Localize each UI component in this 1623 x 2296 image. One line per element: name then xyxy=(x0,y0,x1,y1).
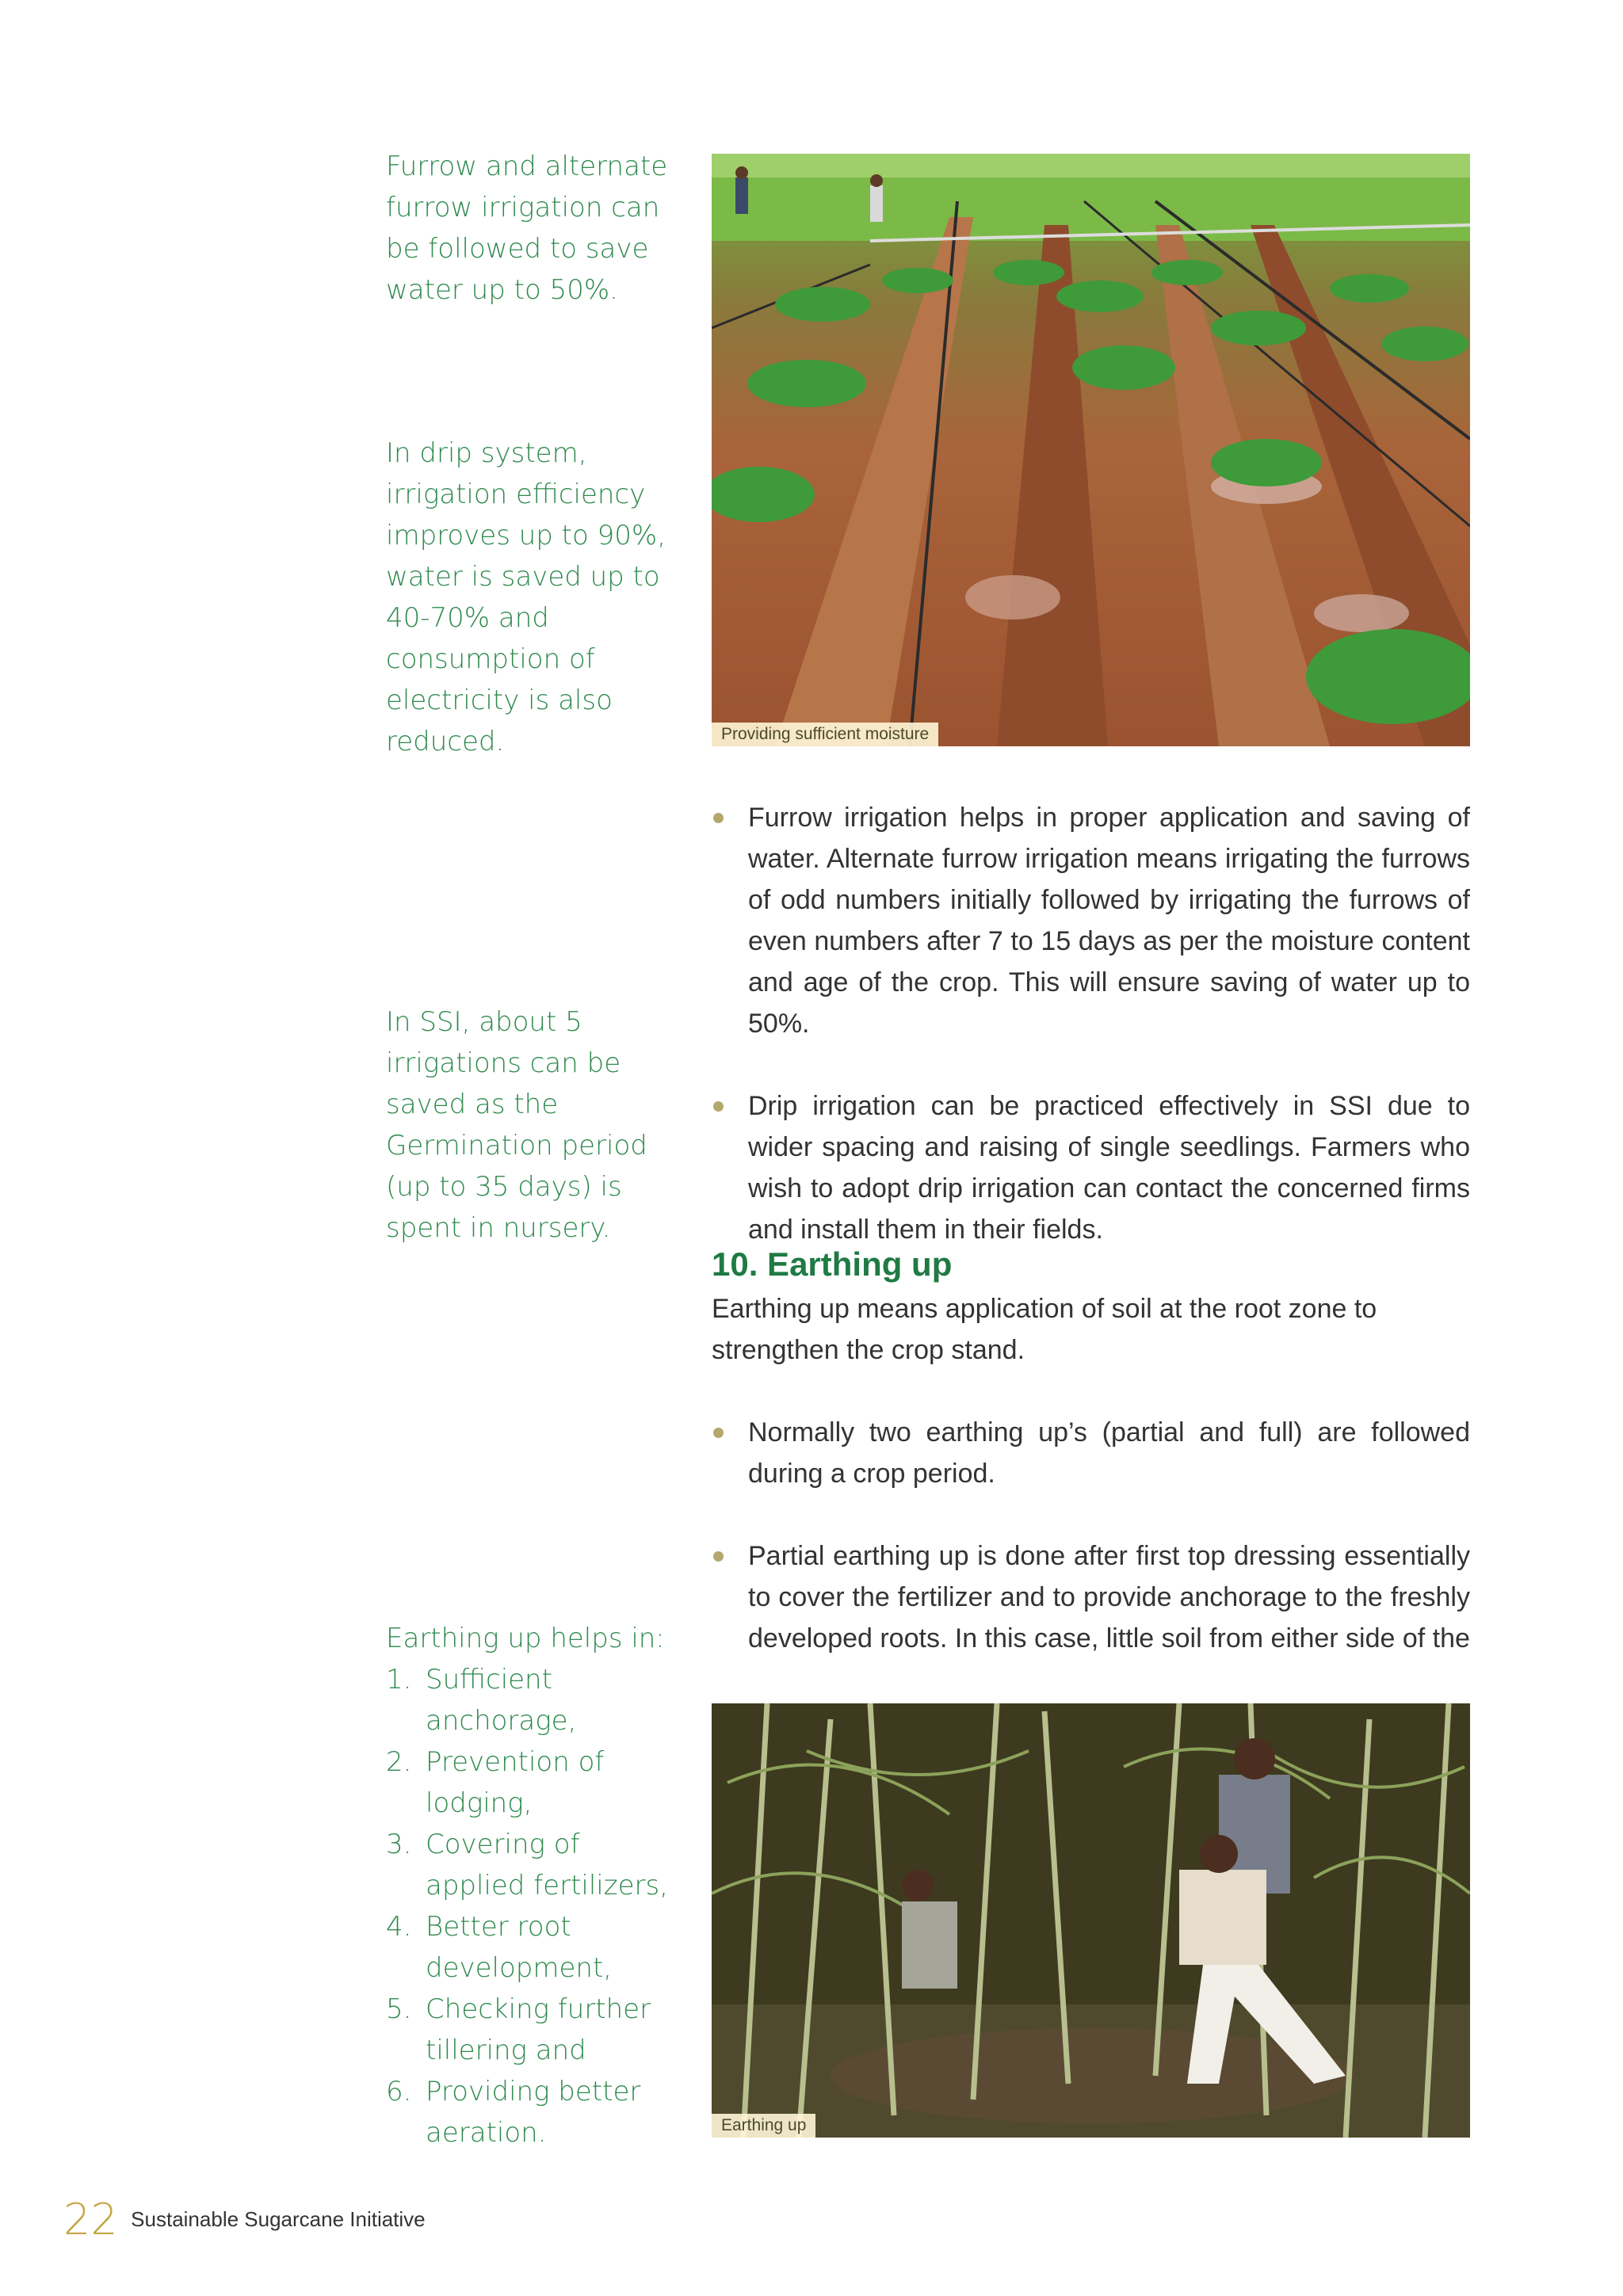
note-furrow-text: Furrow and alternate furrow irrigation can be followed to save water up to 50%. xyxy=(386,151,668,306)
photo-caption: Providing sufficient moisture xyxy=(712,723,938,746)
photo-caption: Earthing up xyxy=(712,2114,815,2138)
item-text: Covering of applied fertilizers, xyxy=(426,1829,668,1901)
sidebar-earthing-helps xyxy=(386,1618,679,2153)
list-item xyxy=(386,2071,679,2153)
sidebar-note-furrow xyxy=(386,146,679,311)
list-item xyxy=(386,1824,679,1906)
bullet-text: Furrow irrigation helps in proper application and saving of water. Alternate furrow irrigation means irrigating the furrows of odd numbers initially followed by irrigating the furrows of even numbers after 7 to 15 days as per the moisture content and age of the crop. This will ensure saving of water up to 50%. xyxy=(748,803,1470,1039)
list-item xyxy=(712,1535,1470,1659)
list-item xyxy=(712,1085,1470,1250)
item-number: 3. xyxy=(386,1829,412,1860)
list-item xyxy=(386,1989,679,2071)
bullet-icon xyxy=(713,1101,724,1112)
section-intro: Earthing up means application of soil at the root zone to strengthen the crop stand. xyxy=(712,1294,1377,1365)
list-item xyxy=(712,797,1470,1044)
item-number: 1. xyxy=(386,1664,412,1695)
item-number: 6. xyxy=(386,2076,412,2107)
note-ssi-text: In SSI, about 5 irrigations can be saved as the Germination period (up to 35 days) is spent in nursery. xyxy=(386,1006,647,1244)
list-item xyxy=(712,1412,1470,1494)
main-bullets-top xyxy=(712,797,1470,1291)
list-item xyxy=(386,1741,679,1824)
item-text: Sufficient anchorage, xyxy=(426,1664,577,1737)
irrigation-field-illustration xyxy=(712,154,1470,746)
section-body xyxy=(712,1288,1470,1659)
bullet-icon xyxy=(713,813,724,823)
earthing-up-illustration xyxy=(712,1703,1470,2138)
item-text: Prevention of lodging, xyxy=(426,1746,605,1819)
bullet-icon xyxy=(713,1428,724,1438)
item-number: 4. xyxy=(386,1911,412,1943)
earthing-helps-list xyxy=(386,1659,679,2153)
earthing-helps-title: Earthing up helps in: xyxy=(386,1623,665,1654)
item-text: Checking further tillering and xyxy=(426,1993,651,2066)
item-text: Better root development, xyxy=(426,1911,613,1984)
item-text: Providing better aeration. xyxy=(426,2076,641,2149)
bullet-icon xyxy=(713,1551,724,1562)
sidebar-note-ssi xyxy=(386,1001,679,1249)
list-item xyxy=(386,1906,679,1989)
note-drip-text: In drip system, irrigation efficiency improves up to 90%, water is saved up to 40-70% and consumption of electricity is also reduced. xyxy=(386,437,666,757)
bullet-text: Drip irrigation can be practiced effectively in SSI due to wider spacing and raising of single seedlings. Farmers who wish to adopt drip irrigation can contact the concerned firms and install them in their fields. xyxy=(748,1091,1470,1245)
item-number: 5. xyxy=(386,1993,412,2025)
list-item xyxy=(386,1659,679,1741)
bullet-text: Normally two earthing up’s (partial and full) are followed during a crop period. xyxy=(748,1417,1470,1489)
publication-title: Sustainable Sugarcane Initiative xyxy=(131,2207,426,2231)
page-footer xyxy=(63,2195,426,2245)
bullet-text: Partial earthing up is done after first top dressing essentially to cover the fertilizer and to provide anchorage to the freshly developed roots. In this case, little soil from either side of the xyxy=(748,1541,1470,1653)
section-heading: 10. Earthing up xyxy=(712,1245,953,1283)
page-number: 22 xyxy=(63,2195,118,2245)
item-number: 2. xyxy=(386,1746,412,1778)
irrigation-field-photo xyxy=(712,154,1470,746)
sidebar-note-drip xyxy=(386,433,679,762)
earthing-up-photo xyxy=(712,1703,1470,2138)
